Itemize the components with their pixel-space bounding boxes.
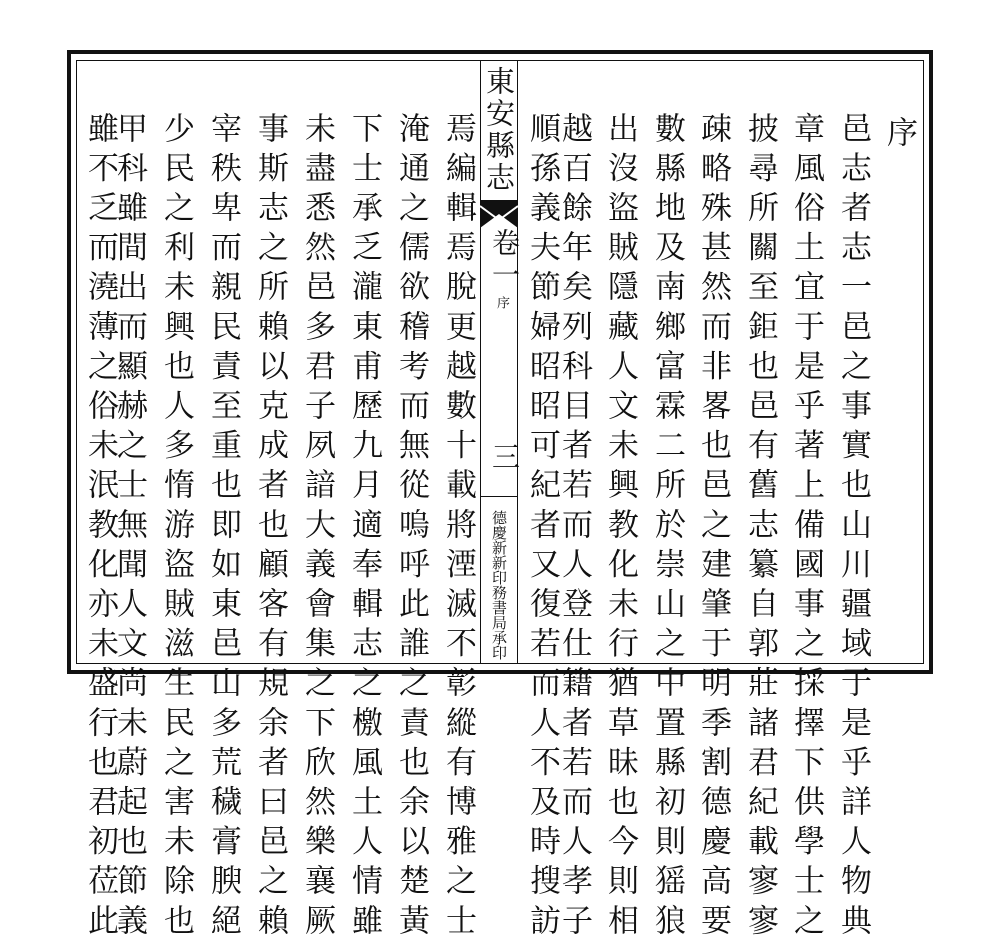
fold-line-right: [517, 60, 518, 664]
text-column: 順孫義夫節婦昭昭可紀者又復若而人不及時搜訪: [524, 112, 560, 944]
text-column: 出沒盜賊隱藏人文未興教化未行猶草昧也今則相: [602, 112, 638, 944]
text-column: 邑志者志一邑之事實也山川疆域于是乎詳人物典: [835, 112, 871, 944]
text-column: 披尋所關至鉅也邑有舊志纂自郭莊諸君紀載寥寥: [742, 112, 778, 944]
text-column: 少民之利未興也人多惰游盜賊滋生民之害未除也: [158, 112, 194, 944]
publisher-divider: [480, 496, 518, 497]
text-column: 章風俗土宜于是乎著上備國事之採擇下供學士之: [788, 112, 824, 944]
section-label: 序: [494, 296, 509, 309]
text-column: 淹通之儒欲稽考而無從嗚呼此誰之責也余以楚黃: [393, 112, 429, 944]
text-column: 宰秩卑而親民責至重也即如東邑山多荒穢膏腴絕: [205, 112, 241, 944]
text-column: 事斯志之所賴以克成者也顧客有規余者曰邑之賴: [252, 112, 288, 944]
book-title: 東安縣志: [482, 66, 516, 194]
text-column: 越百餘年矣列科目者若而人登仕籍者若而人孝子: [556, 112, 592, 944]
preface-heading: 序: [881, 116, 917, 156]
text-column: 雖不乏而澆薄之俗未泯教化亦未盛行也君初莅此: [82, 112, 118, 944]
fold-line-left: [480, 60, 481, 664]
text-column: 焉編輯焉脫更越數十載將湮滅不彰縱有博雅之士: [440, 112, 476, 944]
publisher-label: 德慶新新印務書局承印: [490, 510, 508, 660]
text-column: 未盡悉然邑多君子夙諳大義會集之下欣然樂襄厥: [299, 112, 335, 944]
fishtail-ornament: [480, 200, 518, 228]
text-column: 疎略殊甚然而非畧也邑之建肇于明季割德慶高要: [695, 112, 731, 944]
text-column: 甲科雖間出而顯赫之士無聞人文尚未蔚起也節義: [111, 112, 147, 944]
text-column: 下士承乏瀧東甫歷九月適奉輯志之檄風土人情雖: [346, 112, 382, 944]
page-number: 三: [488, 442, 521, 470]
text-column: 數縣地及南鄉富霖二所於崇山之中置縣初則猺狼: [649, 112, 685, 944]
volume-label: 卷一: [488, 228, 521, 292]
